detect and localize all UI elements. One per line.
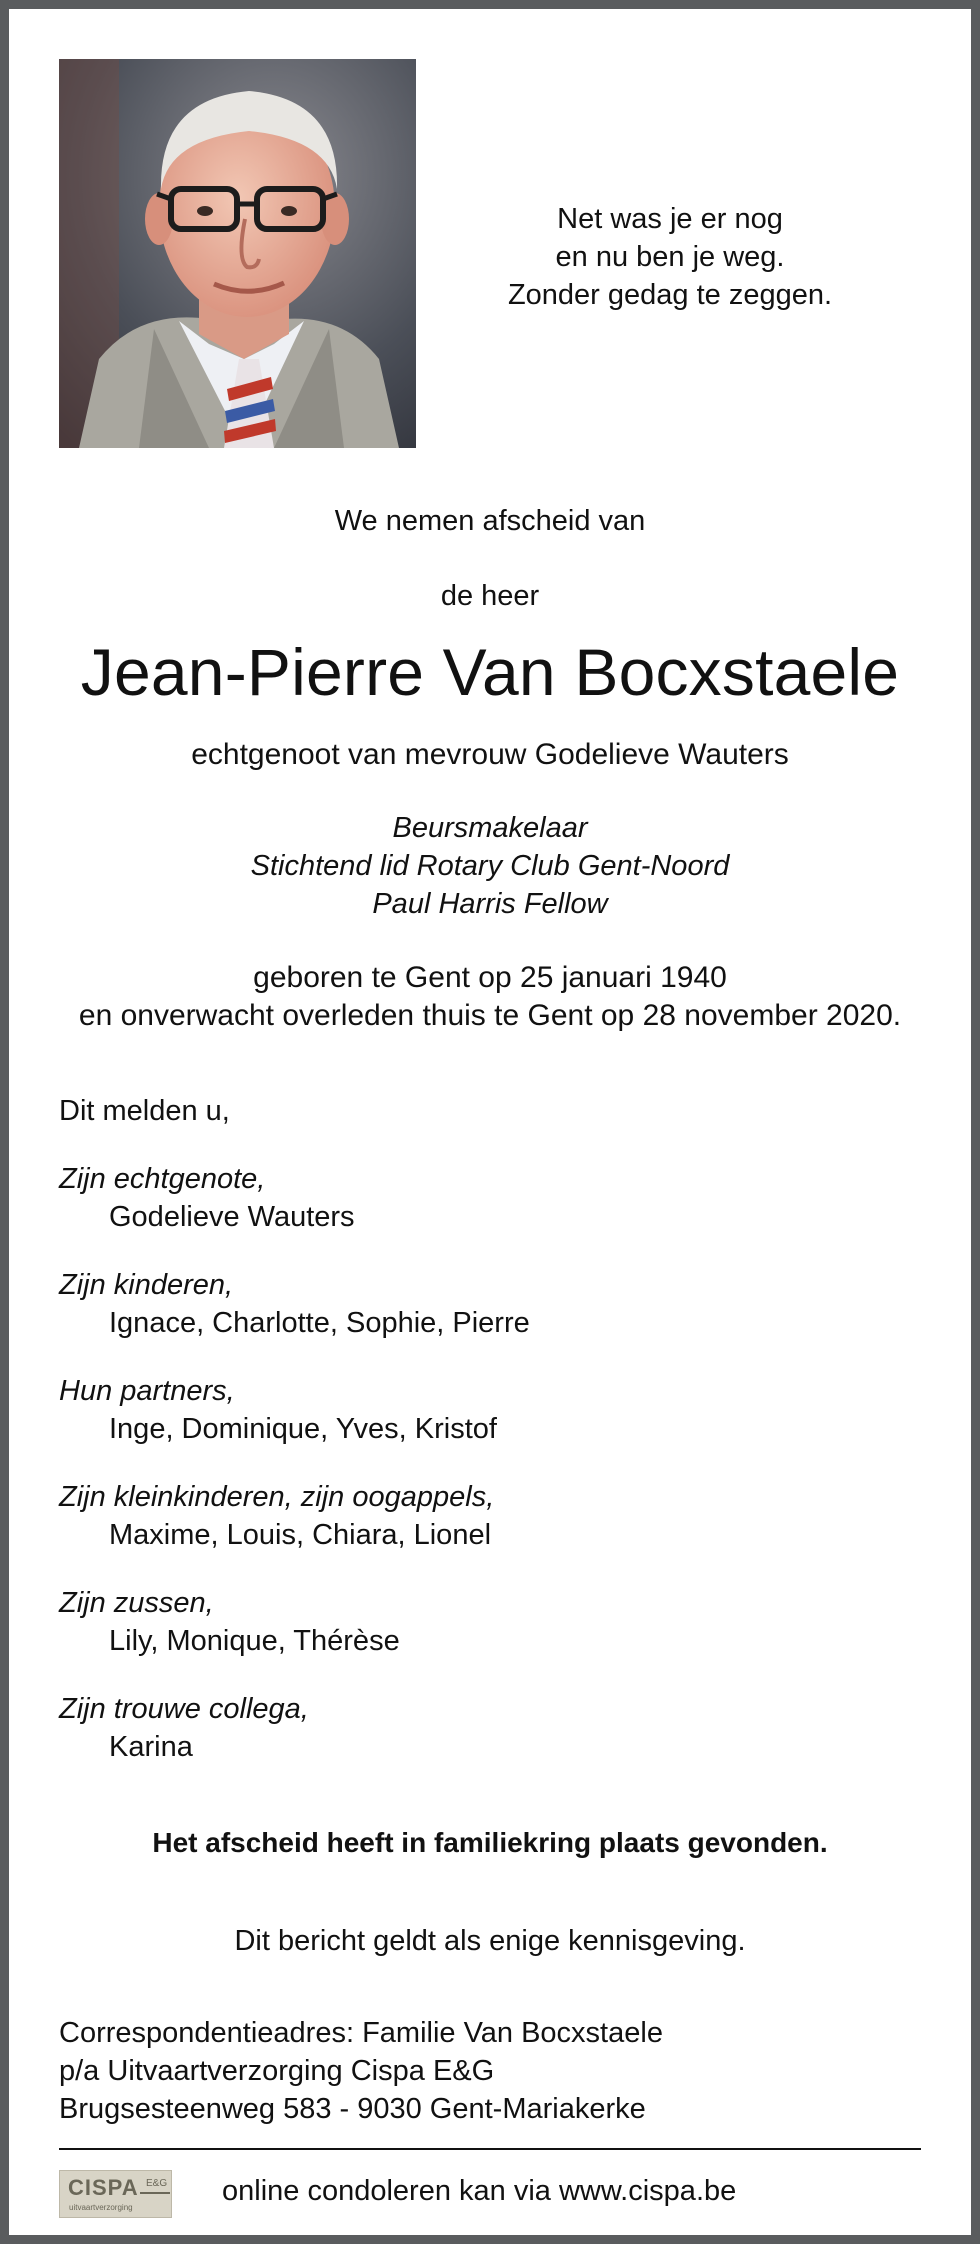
family-group [59,1478,494,1554]
address-line: p/a Uitvaartverzorging Cispa E&G [59,2055,495,2087]
logo-superscript: E&G [146,2178,168,2189]
address-line: Correspondentieadres: Familie Van Bocxstaele [59,2017,663,2049]
online-condolence-line: online condoleren kan via www.cispa.be [222,2175,737,2207]
family-group [59,1160,355,1236]
divider [59,2148,921,2150]
logo-underline [140,2192,170,2194]
family-label: Zijn zussen, [59,1587,214,1619]
poem-line: en nu ben je weg. [555,241,785,273]
family-label: Zijn echtgenote, [59,1163,266,1195]
family-group [59,1584,400,1660]
role-line: Paul Harris Fellow [372,888,608,920]
announce-line: Dit melden u, [59,1095,230,1127]
farewell-line: Het afscheid heeft in familiekring plaats gevonden. [152,1827,828,1858]
family-label: Zijn kinderen, [59,1269,234,1301]
family-group [59,1372,497,1448]
address-line: Brugsesteenweg 583 - 9030 Gent-Mariakerke [59,2093,646,2125]
spouse-line: echtgenoot van mevrouw Godelieve Wauters [191,738,789,771]
notice-line: Dit bericht geldt als enige kennisgeving. [234,1925,746,1957]
portrait-photo [59,59,416,448]
family-group [59,1690,309,1766]
role-line: Stichtend lid Rotary Club Gent-Noord [250,850,730,882]
family-names: Maxime, Louis, Chiara, Lionel [109,1519,492,1551]
family-label: Hun partners, [59,1375,235,1407]
logo-subtitle: uitvaartverzorging [69,2203,133,2212]
family-names: Godelieve Wauters [109,1201,355,1233]
family-label: Zijn trouwe collega, [59,1693,309,1725]
poem-line: Zonder gedag te zeggen. [507,279,833,311]
role-line: Beursmakelaar [392,812,588,844]
deceased-name: Jean-Pierre Van Bocxstaele [80,635,900,709]
poem-line: Net was je er nog [557,203,783,235]
cispa-logo [59,2170,172,2218]
portrait-illustration [59,59,416,448]
title-prefix: de heer [440,580,540,612]
correspondence-address [59,2014,663,2128]
family-label: Zijn kleinkinderen, zijn oogappels, [59,1481,495,1513]
birth-line: geboren te Gent op 25 januari 1940 [253,961,727,994]
family-names: Lily, Monique, Thérèse [109,1625,400,1657]
family-names: Ignace, Charlotte, Sophie, Pierre [109,1307,530,1339]
family-names: Inge, Dominique, Yves, Kristof [109,1413,497,1445]
logo-text: CISPA [68,2175,139,2200]
intro-line: We nemen afscheid van [334,505,646,537]
death-line: en onverwacht overleden thuis te Gent op 28 november 2020. [78,999,902,1032]
poem [440,200,900,314]
family-names: Karina [109,1731,193,1763]
family-group [59,1266,530,1342]
